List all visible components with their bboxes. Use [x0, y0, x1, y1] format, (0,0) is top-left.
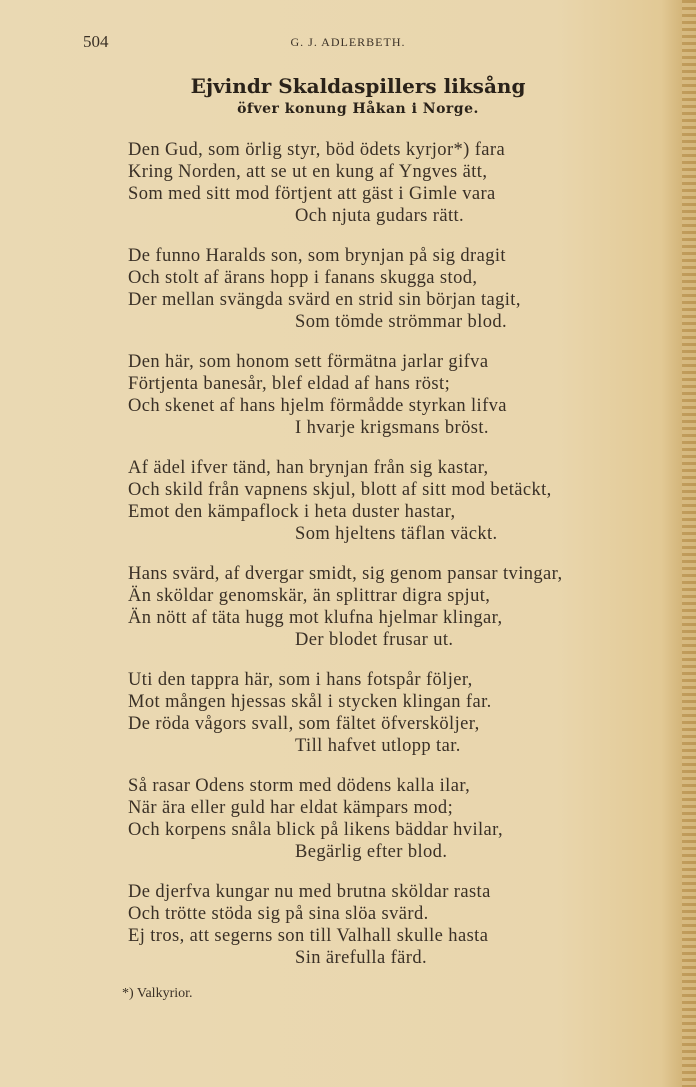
verse-line: Begärlig efter blod. — [295, 842, 448, 862]
poem-body — [128, 139, 563, 987]
verse-line: Och njuta gudars rätt. — [295, 206, 465, 226]
verse-line: Hans svärd, af dvergar smidt, sig genom pansar tvingar, — [128, 564, 563, 584]
verse-line: Den här, som honom sett förmätna jarlar gifva — [128, 352, 489, 372]
verse-line: Ej tros, att segerns son till Valhall skulle hasta — [128, 926, 489, 946]
stanza — [128, 775, 563, 863]
verse-line: Än sköldar genomskär, än splittrar digra spjut, — [128, 586, 491, 606]
verse-line: Än nött af täta hugg mot klufna hjelmar klingar, — [128, 608, 503, 628]
verse-line: Och stolt af ärans hopp i fanans skugga stod, — [128, 268, 478, 288]
verse-line: Och skild från vapnens skjul, blott af sitt mod betäckt, — [128, 480, 552, 500]
verse-line: Och trötte stöda sig på sina slöa svärd. — [128, 904, 429, 924]
verse-line: Sin ärefulla färd. — [295, 948, 428, 968]
poem-title: Ejvindr Skaldaspillers liksång — [190, 74, 526, 98]
verse-line: De röda vågors svall, som fältet öfversköljer, — [128, 714, 480, 734]
verse-line: Och skenet af hans hjelm förmådde styrkan lifva — [128, 396, 507, 416]
stanza — [128, 245, 563, 333]
verse-line: Den Gud, som örlig styr, böd ödets kyrjor*) fara — [128, 140, 506, 160]
verse-line: Kring Norden, att se ut en kung af Yngves ätt, — [128, 162, 488, 182]
verse-line: Och korpens snåla blick på likens bäddar hvilar, — [128, 820, 503, 840]
verse-line: Uti den tappra här, som i hans fotspår följer, — [128, 670, 473, 690]
verse-line: Af ädel ifver tänd, han brynjan från sig kastar, — [128, 458, 489, 478]
verse-line: Emot den kämpaflock i heta duster hastar, — [128, 502, 456, 522]
verse-line: Som med sitt mod förtjent att gäst i Gimle vara — [128, 184, 496, 204]
verse-line: Mot mången hjessas skål i stycken klingan far. — [128, 692, 492, 712]
stanza — [128, 139, 563, 227]
verse-line: Der mellan svängda svärd en strid sin början tagit, — [128, 290, 521, 310]
running-head: G. J. ADLERBETH. — [290, 35, 406, 49]
stanza — [128, 563, 563, 651]
stanza — [128, 881, 563, 969]
footnote: *) Valkyrior. — [122, 986, 193, 1001]
verse-line: De djerfva kungar nu med brutna sköldar rasta — [128, 882, 491, 902]
verse-line: Till hafvet utlopp tar. — [295, 736, 461, 756]
verse-line: Der blodet frusar ut. — [295, 630, 454, 650]
verse-line: Förtjenta banesår, blef eldad af hans röst; — [128, 374, 451, 394]
verse-line: I hvarje krigsmans bröst. — [295, 418, 489, 438]
stanza — [128, 669, 563, 757]
page-number: 504 — [83, 32, 109, 51]
poem-subtitle: öfver konung Håkan i Norge. — [237, 101, 479, 117]
stanza — [128, 351, 563, 439]
page-edge — [682, 0, 696, 1087]
verse-line: Som tömde strömmar blod. — [295, 312, 508, 332]
verse-line: När ära eller guld har eldat kämpars mod; — [128, 798, 454, 818]
verse-line: Som hjeltens täflan väckt. — [295, 524, 498, 544]
verse-line: Så rasar Odens storm med dödens kalla ilar, — [128, 776, 471, 796]
verse-line: De funno Haralds son, som brynjan på sig dragit — [128, 246, 506, 266]
stanza — [128, 457, 563, 545]
